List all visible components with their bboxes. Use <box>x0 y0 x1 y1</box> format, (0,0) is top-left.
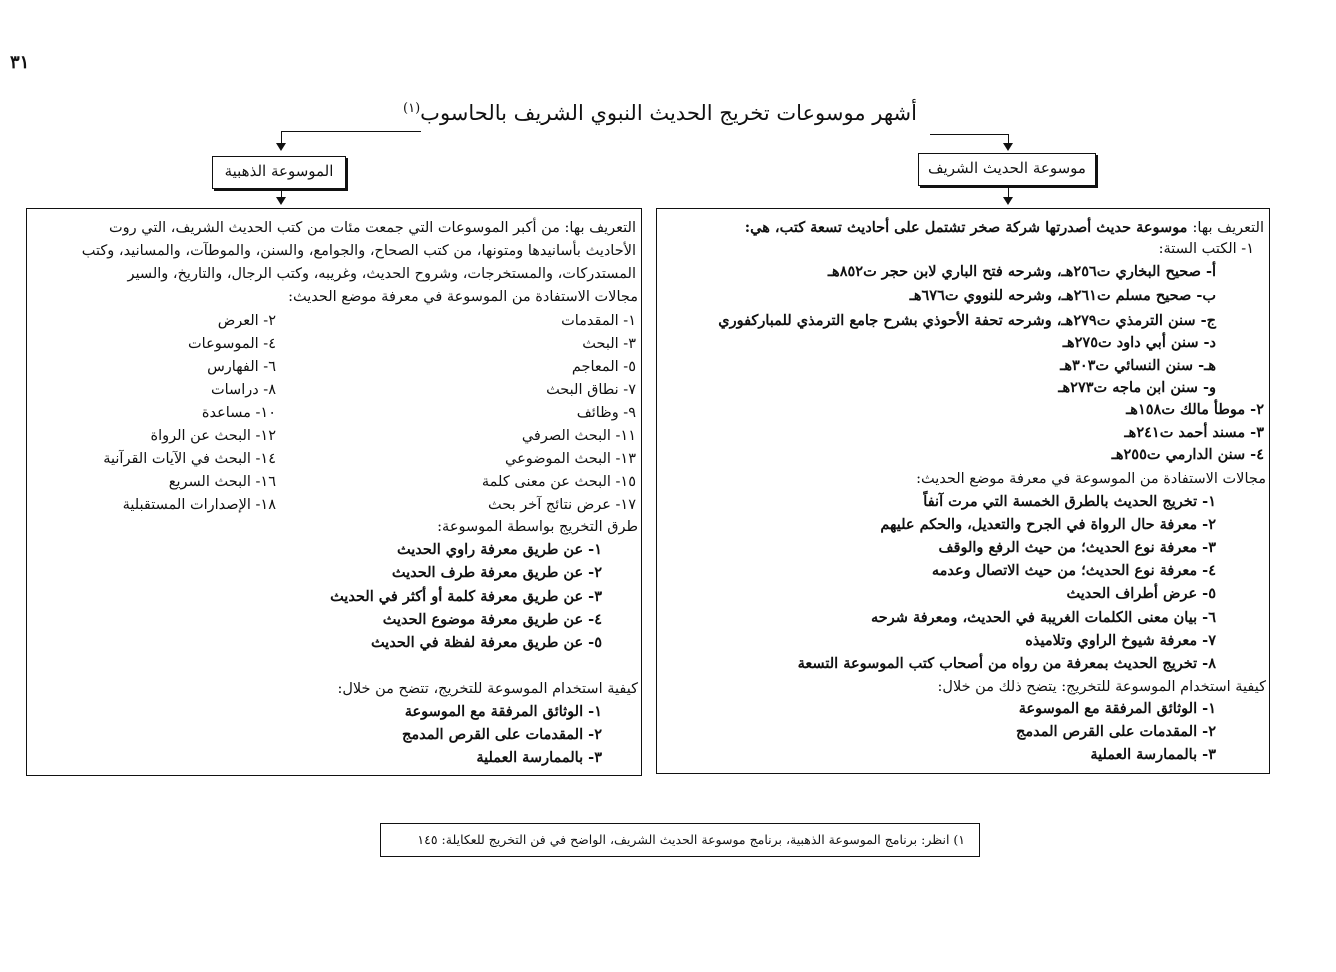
left-benefits-heading: مجالات الاستفادة من الموسوعة في معرفة موضع الحديث: <box>288 289 638 305</box>
right-benefit-item: ٧- معرفة شيوخ الراوي وتلاميذه <box>1025 632 1216 649</box>
right-usage-item: ٢- المقدمات على القرص المدمج <box>1015 723 1216 740</box>
page-title <box>380 101 940 125</box>
left-definition-line: التعريف بها: من أكبر الموسوعات التي جمعت مئات من كتب الحديث الشريف، التي روت <box>109 220 636 236</box>
left-benefit-item: ١- المقدمات <box>561 313 636 329</box>
right-book-item: ٢- موطأ مالك ت١٥٨هـ <box>1126 401 1264 418</box>
left-usage-heading: كيفية استخدام الموسوعة للتخريج، تتضح من خلال: <box>337 681 638 697</box>
right-benefit-item: ١- تخريج الحديث بالطرق الخمسة التي مرت آنفاً <box>923 493 1216 510</box>
right-benefit-item: ٦- بيان معنى الكلمات الغريبة في الحديث، ومعرفة شرحه <box>871 609 1216 626</box>
left-benefit-item: ١٧- عرض نتائج آخر بحث <box>488 497 636 513</box>
right-benefits-heading: مجالات الاستفادة من الموسوعة في معرفة موضع الحديث: <box>916 471 1266 487</box>
title-text: أشهر موسوعات تخريج الحديث النبوي الشريف بالحاسوب <box>420 101 917 125</box>
right-books-heading: ١- الكتب الستة: <box>1158 241 1254 257</box>
right-benefit-item: ٢- معرفة حال الرواة في الجرح والتعديل، والحكم عليهم <box>880 516 1216 533</box>
right-book-item: د- سنن أبي داود ت٢٧٥هـ <box>1062 334 1216 351</box>
left-benefit-item: ٣- البحث <box>582 336 636 352</box>
right-usage-item: ٣- بالممارسة العملية <box>1090 746 1216 763</box>
right-book-item: ٤- سنن الدارمي ت٢٥٥هـ <box>1111 446 1264 463</box>
right-book-item: ج- سنن الترمذي ت٢٧٩هـ، وشرحه تحفة الأحوذي بشرح جامع الترمذي للمباركفوري <box>718 312 1216 329</box>
right-book-item: ب- صحيح مسلم ت٢٦١هـ، وشرحه للنووي ت٦٧٦هـ <box>909 287 1216 304</box>
left-usage-item: ٢- المقدمات على القرص المدمج <box>401 726 602 743</box>
left-definition-line: المستدركات، والمستخرجات، وشروح الحديث، وغريبه، وكتب الرجال، والتاريخ، والسير <box>127 266 636 282</box>
left-benefit-item: ٦- الفهارس <box>207 359 276 375</box>
left-method-item: ٤- عن طريق معرفة موضوع الحديث <box>382 611 602 628</box>
arrow-left-icon-2 <box>276 197 286 205</box>
left-benefit-item: ٩- وظائف <box>576 405 636 421</box>
right-benefit-item: ٥- عرض أطراف الحديث <box>1066 585 1216 602</box>
right-usage-item: ١- الوثائق المرفقة مع الموسوعة <box>1018 700 1216 717</box>
left-method-item: ٥- عن طريق معرفة لفظة في الحديث <box>370 634 602 651</box>
right-usage-heading: كيفية استخدام الموسوعة للتخريج: يتضح ذلك من خلال: <box>937 679 1266 695</box>
left-definition-line: الأحاديث بأسانيدها ومتونها، من كتب الصحاح، والجوامع، والسنن، والموطآت، والمسانيد، وكتب <box>81 243 636 259</box>
left-benefit-item: ١٦- البحث السريع <box>168 474 276 490</box>
left-method-item: ١- عن طريق معرفة راوي الحديث <box>397 541 602 558</box>
left-benefit-item: ١٢- البحث عن الرواة <box>150 428 276 444</box>
connector-left <box>281 131 421 132</box>
page-number: ٣١ <box>10 52 30 73</box>
left-benefit-item: ١٥- البحث عن معنى كلمة <box>481 474 636 490</box>
arrow-right-icon-2 <box>1003 197 1013 205</box>
left-method-item: ٣- عن طريق معرفة كلمة أو أكثر في الحديث <box>330 588 602 605</box>
left-usage-item: ٣- بالممارسة العملية <box>476 749 602 766</box>
right-book-item: و- سنن ابن ماجه ت٢٧٣هـ <box>1058 379 1216 396</box>
right-definition-text: موسوعة حديث أصدرتها شركة صخر تشتمل على أحاديث تسعة كتب، هي: <box>744 219 1193 236</box>
left-heading-box: الموسوعة الذهبية <box>212 156 346 189</box>
left-benefit-item: ٢- العرض <box>217 313 276 329</box>
arrow-left-icon <box>276 143 286 151</box>
right-book-item: هـ- سنن النسائي ت٣٠٣هـ <box>1060 357 1216 374</box>
footnote: ١) انظر: برنامج الموسوعة الذهبية، برنامج موسوعة الحديث الشريف، الواضح في فن التخريج للعكايلة: ١٤٥ <box>380 823 980 857</box>
left-benefit-item: ١٣- البحث الموضوعي <box>505 451 636 467</box>
left-benefit-item: ١٤- البحث في الآيات القرآنية <box>103 451 276 467</box>
left-methods-heading: طرق التخريج بواسطة الموسوعة: <box>437 519 638 535</box>
title-footnote-mark: (١) <box>403 101 421 116</box>
left-benefit-item: ٨- دراسات <box>210 382 276 398</box>
right-heading-box: موسوعة الحديث الشريف <box>918 153 1096 186</box>
connector-right <box>930 134 1008 135</box>
left-benefit-item: ٥- المعاجم <box>571 359 636 375</box>
left-benefit-item: ١٠- مساعدة <box>201 405 276 421</box>
right-definition-label: التعريف بها: <box>1192 220 1264 236</box>
left-benefit-item: ٧- نطاق البحث <box>546 382 636 398</box>
left-benefit-item: ١١- البحث الصرفي <box>521 428 636 444</box>
left-benefit-item: ١٨- الإصدارات المستقبلية <box>122 497 276 513</box>
right-definition <box>745 219 1264 237</box>
left-method-item: ٢- عن طريق معرفة طرف الحديث <box>391 564 602 581</box>
left-usage-item: ١- الوثائق المرفقة مع الموسوعة <box>404 703 602 720</box>
right-benefit-item: ٣- معرفة نوع الحديث؛ من حيث الرفع والوقف <box>938 539 1216 556</box>
right-benefit-item: ٤- معرفة نوع الحديث؛ من حيث الاتصال وعدمه <box>931 562 1216 579</box>
right-book-item: أ- صحيح البخاري ت٢٥٦هـ، وشرحه فتح الباري لابن حجر ت٨٥٢هـ <box>827 263 1216 280</box>
left-benefit-item: ٤- الموسوعات <box>188 336 276 352</box>
right-benefit-item: ٨- تخريج الحديث بمعرفة من رواه من أصحاب كتب الموسوعة التسعة <box>797 655 1216 672</box>
right-book-item: ٣- مسند أحمد ت٢٤١هـ <box>1124 424 1264 441</box>
arrow-right-icon <box>1003 143 1013 151</box>
